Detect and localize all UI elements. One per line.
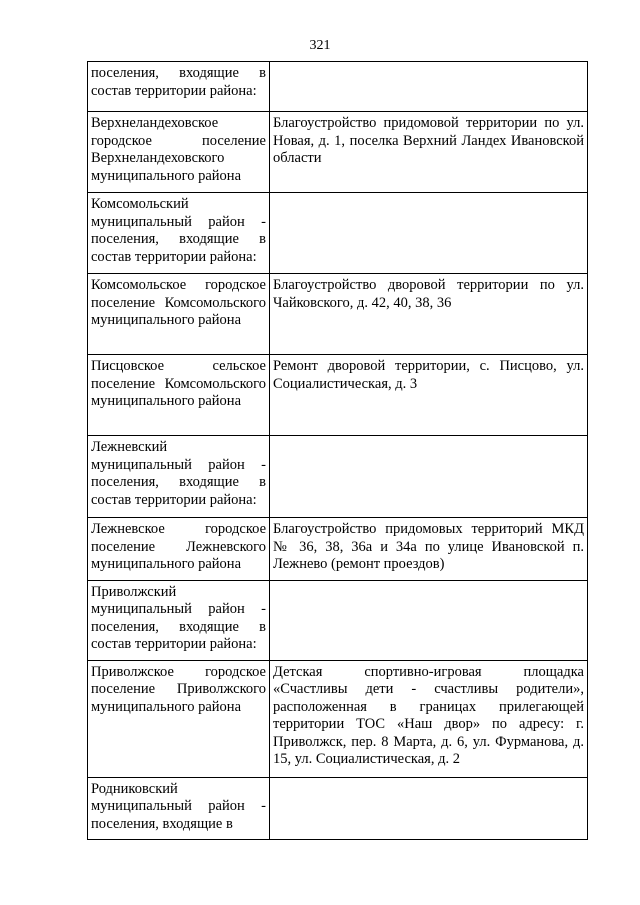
settlement-cell (88, 112, 270, 193)
settlement-text: Писцовское сельское поселение Комсомольского муниципального района (91, 358, 266, 409)
table-row (88, 436, 588, 518)
project-text: Благоустройство придомовой территории по ул. Новая, д. 1, поселка Верхний Ландех Ивановской области (273, 115, 584, 166)
district-text: Комсомольский муниципальный район - поселения, входящие в состав территории района: (91, 196, 266, 265)
district-cell (88, 436, 270, 518)
document-table (87, 61, 588, 840)
district-text: Лежневский муниципальный район - поселения, входящие в состав территории района: (91, 439, 266, 508)
project-cell (270, 62, 588, 112)
table-row (88, 62, 588, 112)
project-cell (270, 660, 588, 777)
district-cell (88, 193, 270, 274)
settlement-cell (88, 660, 270, 777)
table-row (88, 777, 588, 840)
table-row (88, 580, 588, 660)
project-text: Детская спортивно-игровая площадка «Счастливы дети - счастливы родители», расположенная в границах прилегающей территории ТОС «Наш двор» по адресу: г. Приволжск, пер. 8 Марта, д. 6, ул. Фурманова, д. 15, ул. Социалистическая, д. 2 (273, 663, 584, 767)
district-text: Приволжский муниципальный район - поселения, входящие в состав территории района: (91, 583, 266, 652)
table-row (88, 112, 588, 193)
project-text: Благоустройство дворовой территории по ул. Чайковского, д. 42, 40, 38, 36 (273, 277, 584, 311)
settlement-text: Комсомольское городское поселение Комсомольского муниципального района (91, 277, 266, 328)
settlement-cell (88, 62, 270, 112)
table-row (88, 518, 588, 581)
table-row (88, 274, 588, 355)
district-cell (88, 777, 270, 840)
district-text: Родниковский муниципальный район - поселения, входящие в (91, 780, 266, 832)
settlement-text: поселения, входящие в состав территории района: (91, 65, 266, 99)
project-cell (270, 112, 588, 193)
settlement-cell (88, 274, 270, 355)
project-cell (270, 580, 588, 660)
settlement-text: Приволжское городское поселение Приволжского муниципального района (91, 663, 266, 715)
project-cell (270, 518, 588, 581)
table-row (88, 355, 588, 436)
settlement-cell (88, 355, 270, 436)
project-text: Благоустройство придомовых территорий МКД № 36, 38, 36а и 34а по улице Ивановской п. Лежнево (ремонт проездов) (273, 521, 584, 572)
district-cell (88, 580, 270, 660)
page-number: 321 (309, 38, 331, 53)
table-row (88, 193, 588, 274)
project-cell (270, 193, 588, 274)
project-text: Ремонт дворовой территории, с. Писцово, ул. Социалистическая, д. 3 (273, 358, 584, 392)
project-cell (270, 355, 588, 436)
table-row (88, 660, 588, 777)
project-cell (270, 777, 588, 840)
project-cell (270, 436, 588, 518)
settlement-cell (88, 518, 270, 581)
settlement-text: Лежневское городское поселение Лежневского муниципального района (91, 521, 266, 572)
project-cell (270, 274, 588, 355)
settlement-text: Верхнеландеховское городское поселение Верхнеландеховского муниципального района (91, 115, 266, 184)
